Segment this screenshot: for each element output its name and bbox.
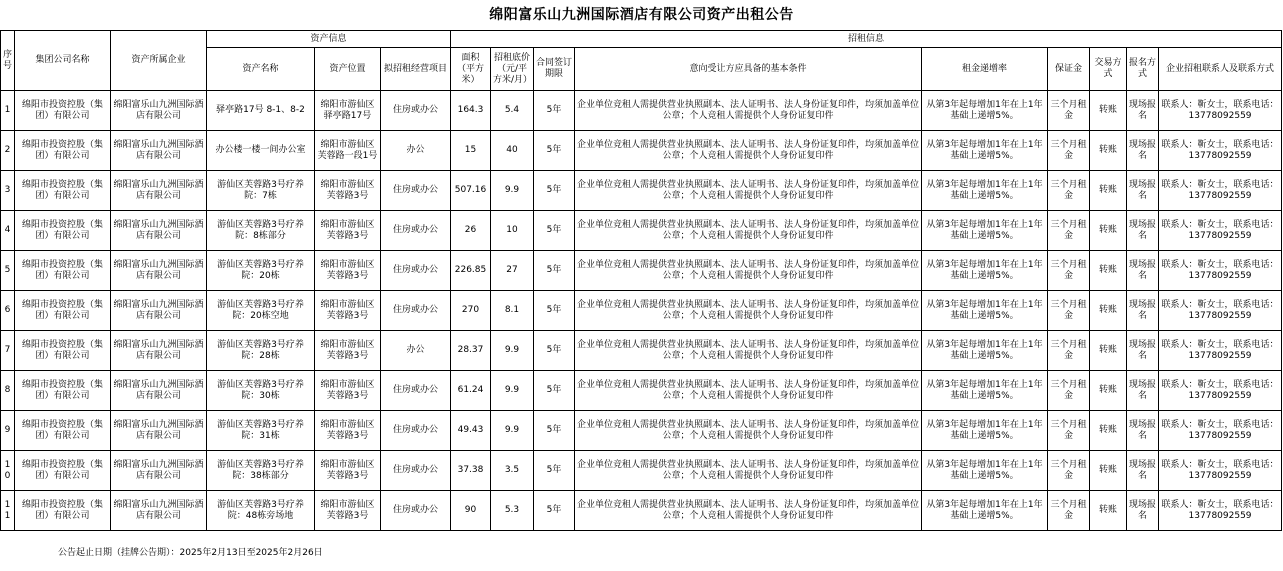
cell-asset-name: 游仙区芙蓉路3号疗养院：20栋 [207,251,315,291]
cell-seq: 4 [1,211,15,251]
cell-term: 5年 [534,291,575,331]
cell-contact: 联系人：靳女士，联系电话：13778092559 [1159,371,1282,411]
cell-group: 绵阳市投资控股（集团）有限公司 [15,411,111,451]
cell-asset-name: 游仙区芙蓉路3号疗养院：38栋部分 [207,451,315,491]
cell-area: 164.3 [451,91,491,131]
cell-signup: 现场报名 [1127,171,1159,211]
cell-group: 绵阳市投资控股（集团）有限公司 [15,211,111,251]
cell-deposit: 三个月租金 [1048,131,1090,171]
cell-term: 5年 [534,131,575,171]
cell-conditions: 企业单位竞租人需提供营业执照副本、法人证明书、法人身份证复印件，均须加盖单位公章；个人竞租人需提供个人身份证复印件 [575,411,922,451]
cell-signup: 现场报名 [1127,251,1159,291]
cell-signup: 现场报名 [1127,331,1159,371]
cell-group: 绵阳市投资控股（集团）有限公司 [15,331,111,371]
cell-group: 绵阳市投资控股（集团）有限公司 [15,251,111,291]
table-row [1,451,1282,491]
cell-contact: 联系人：靳女士，联系电话：13778092559 [1159,451,1282,491]
cell-seq: 8 [1,371,15,411]
cell-signup: 现场报名 [1127,411,1159,451]
cell-rent-increase: 从第3年起每增加1年在上1年基础上递增5%。 [922,291,1048,331]
cell-area: 28.37 [451,331,491,371]
cell-location: 绵阳市游仙区芙蓉路3号 [315,291,381,331]
cell-contact: 联系人：靳女士，联系电话：13778092559 [1159,211,1282,251]
cell-group: 绵阳市投资控股（集团）有限公司 [15,451,111,491]
table-row [1,291,1282,331]
cell-location: 绵阳市游仙区芙蓉路3号 [315,211,381,251]
cell-rent-increase: 从第3年起每增加1年在上1年基础上递增5%。 [922,451,1048,491]
header-rent-increase: 租金递增率 [922,48,1048,91]
cell-price: 10 [491,211,534,251]
cell-deposit: 三个月租金 [1048,91,1090,131]
cell-location: 绵阳市游仙区芙蓉路3号 [315,411,381,451]
cell-seq: 2 [1,131,15,171]
cell-deposit: 三个月租金 [1048,211,1090,251]
cell-owner: 绵阳富乐山九洲国际酒店有限公司 [111,211,207,251]
cell-seq: 9 [1,411,15,451]
table-row [1,91,1282,131]
cell-area: 270 [451,291,491,331]
cell-signup: 现场报名 [1127,131,1159,171]
cell-use: 住房或办公 [381,491,451,531]
header-asset-name: 资产名称 [207,48,315,91]
cell-contact: 联系人：靳女士，联系电话：13778092559 [1159,251,1282,291]
cell-conditions: 企业单位竞租人需提供营业执照副本、法人证明书、法人身份证复印件，均须加盖单位公章；个人竞租人需提供个人身份证复印件 [575,91,922,131]
header-group-row [1,31,1282,48]
cell-area: 90 [451,491,491,531]
header-term: 合同签订期限 [534,48,575,91]
cell-use: 住房或办公 [381,171,451,211]
table-row [1,331,1282,371]
header-asset-info: 资产信息 [207,31,451,48]
cell-seq: 10 [1,451,15,491]
cell-use: 住房或办公 [381,411,451,451]
cell-location: 绵阳市游仙区芙蓉路一段1号 [315,131,381,171]
header-group-company: 集团公司名称 [15,31,111,91]
cell-conditions: 企业单位竞租人需提供营业执照副本、法人证明书、法人身份证复印件，均须加盖单位公章；个人竞租人需提供个人身份证复印件 [575,291,922,331]
cell-term: 5年 [534,171,575,211]
header-conditions: 意向受让方应具备的基本条件 [575,48,922,91]
cell-group: 绵阳市投资控股（集团）有限公司 [15,491,111,531]
header-signup-method: 报名方式 [1127,48,1159,91]
table-row [1,371,1282,411]
header-seq: 序号 [1,31,15,91]
cell-seq: 11 [1,491,15,531]
cell-deposit: 三个月租金 [1048,411,1090,451]
cell-rent-increase: 从第3年起每增加1年在上1年基础上递增5%。 [922,371,1048,411]
cell-use: 办公 [381,331,451,371]
cell-seq: 1 [1,91,15,131]
cell-conditions: 企业单位竞租人需提供营业执照副本、法人证明书、法人身份证复印件，均须加盖单位公章；个人竞租人需提供个人身份证复印件 [575,211,922,251]
cell-deposit: 三个月租金 [1048,491,1090,531]
cell-owner: 绵阳富乐山九洲国际酒店有限公司 [111,251,207,291]
cell-term: 5年 [534,251,575,291]
cell-price: 27 [491,251,534,291]
table-row [1,171,1282,211]
cell-location: 绵阳市游仙区芙蓉路3号 [315,331,381,371]
header-base-price: 招租底价（元/平方米/月） [491,48,534,91]
cell-trade: 转账 [1090,451,1127,491]
cell-signup: 现场报名 [1127,91,1159,131]
cell-area: 61.24 [451,371,491,411]
cell-conditions: 企业单位竞租人需提供营业执照副本、法人证明书、法人身份证复印件，均须加盖单位公章；个人竞租人需提供个人身份证复印件 [575,251,922,291]
cell-signup: 现场报名 [1127,211,1159,251]
cell-area: 226.85 [451,251,491,291]
cell-contact: 联系人：靳女士，联系电话：13778092559 [1159,491,1282,531]
cell-rent-increase: 从第3年起每增加1年在上1年基础上递增5%。 [922,171,1048,211]
cell-rent-increase: 从第3年起每增加1年在上1年基础上递增5%。 [922,211,1048,251]
cell-owner: 绵阳富乐山九洲国际酒店有限公司 [111,331,207,371]
cell-trade: 转账 [1090,211,1127,251]
cell-conditions: 企业单位竞租人需提供营业执照副本、法人证明书、法人身份证复印件，均须加盖单位公章；个人竞租人需提供个人身份证复印件 [575,131,922,171]
cell-area: 49.43 [451,411,491,451]
header-asset-location: 资产位置 [315,48,381,91]
cell-area: 26 [451,211,491,251]
cell-use: 住房或办公 [381,371,451,411]
cell-trade: 转账 [1090,411,1127,451]
cell-term: 5年 [534,91,575,131]
cell-asset-name: 游仙区芙蓉路3号疗养院：48栋旁场地 [207,491,315,531]
cell-trade: 转账 [1090,171,1127,211]
cell-signup: 现场报名 [1127,451,1159,491]
cell-use: 办公 [381,131,451,171]
cell-owner: 绵阳富乐山九洲国际酒店有限公司 [111,451,207,491]
cell-asset-name: 驿亭路17号 8-1、8-2 [207,91,315,131]
cell-price: 3.5 [491,451,534,491]
cell-rent-increase: 从第3年起每增加1年在上1年基础上递增5%。 [922,91,1048,131]
cell-trade: 转账 [1090,291,1127,331]
header-owner-company: 资产所属企业 [111,31,207,91]
cell-trade: 转账 [1090,371,1127,411]
cell-price: 9.9 [491,171,534,211]
cell-contact: 联系人：靳女士，联系电话：13778092559 [1159,291,1282,331]
cell-asset-name: 游仙区芙蓉路3号疗养院：20栋空地 [207,291,315,331]
cell-area: 507.16 [451,171,491,211]
cell-group: 绵阳市投资控股（集团）有限公司 [15,171,111,211]
cell-signup: 现场报名 [1127,371,1159,411]
cell-signup: 现场报名 [1127,491,1159,531]
cell-owner: 绵阳富乐山九洲国际酒店有限公司 [111,411,207,451]
cell-location: 绵阳市游仙区芙蓉路3号 [315,491,381,531]
cell-rent-increase: 从第3年起每增加1年在上1年基础上递增5%。 [922,411,1048,451]
cell-group: 绵阳市投资控股（集团）有限公司 [15,91,111,131]
cell-term: 5年 [534,491,575,531]
cell-owner: 绵阳富乐山九洲国际酒店有限公司 [111,371,207,411]
cell-conditions: 企业单位竞租人需提供营业执照副本、法人证明书、法人身份证复印件，均须加盖单位公章；个人竞租人需提供个人身份证复印件 [575,451,922,491]
cell-trade: 转账 [1090,91,1127,131]
cell-owner: 绵阳富乐山九洲国际酒店有限公司 [111,131,207,171]
cell-price: 5.4 [491,91,534,131]
announcement-period: 公告起止日期（挂牌公告期）：2025年2月13日至2025年2月26日 [58,548,323,558]
cell-location: 绵阳市游仙区芙蓉路3号 [315,251,381,291]
cell-use: 住房或办公 [381,211,451,251]
cell-use: 住房或办公 [381,451,451,491]
cell-location: 绵阳市游仙区芙蓉路3号 [315,451,381,491]
cell-price: 9.9 [491,411,534,451]
cell-contact: 联系人：靳女士，联系电话：13778092559 [1159,171,1282,211]
cell-asset-name: 游仙区芙蓉路3号疗养院：28栋 [207,331,315,371]
header-intended-use: 拟招租经营项目 [381,48,451,91]
cell-area: 37.38 [451,451,491,491]
cell-seq: 5 [1,251,15,291]
cell-asset-name: 游仙区芙蓉路3号疗养院：8栋部分 [207,211,315,251]
cell-term: 5年 [534,451,575,491]
cell-term: 5年 [534,331,575,371]
cell-price: 8.1 [491,291,534,331]
cell-owner: 绵阳富乐山九洲国际酒店有限公司 [111,171,207,211]
table-row [1,411,1282,451]
cell-asset-name: 办公楼一楼一间办公室 [207,131,315,171]
cell-seq: 3 [1,171,15,211]
cell-trade: 转账 [1090,251,1127,291]
cell-conditions: 企业单位竞租人需提供营业执照副本、法人证明书、法人身份证复印件，均须加盖单位公章；个人竞租人需提供个人身份证复印件 [575,371,922,411]
cell-term: 5年 [534,371,575,411]
cell-conditions: 企业单位竞租人需提供营业执照副本、法人证明书、法人身份证复印件，均须加盖单位公章；个人竞租人需提供个人身份证复印件 [575,171,922,211]
cell-deposit: 三个月租金 [1048,451,1090,491]
table-row [1,211,1282,251]
cell-price: 9.9 [491,331,534,371]
cell-contact: 联系人：靳女士，联系电话：13778092559 [1159,331,1282,371]
table-row [1,131,1282,171]
cell-owner: 绵阳富乐山九洲国际酒店有限公司 [111,291,207,331]
cell-owner: 绵阳富乐山九洲国际酒店有限公司 [111,491,207,531]
cell-contact: 联系人：靳女士，联系电话：13778092559 [1159,131,1282,171]
cell-conditions: 企业单位竞租人需提供营业执照副本、法人证明书、法人身份证复印件，均须加盖单位公章；个人竞租人需提供个人身份证复印件 [575,331,922,371]
cell-rent-increase: 从第3年起每增加1年在上1年基础上递增5%。 [922,131,1048,171]
header-area: 面积（平方米） [451,48,491,91]
cell-asset-name: 游仙区芙蓉路3号疗养院：7栋 [207,171,315,211]
cell-deposit: 三个月租金 [1048,171,1090,211]
cell-rent-increase: 从第3年起每增加1年在上1年基础上递增5%。 [922,251,1048,291]
header-lease-info: 招租信息 [451,31,1282,48]
cell-asset-name: 游仙区芙蓉路3号疗养院：30栋 [207,371,315,411]
cell-location: 绵阳市游仙区芙蓉路3号 [315,171,381,211]
cell-contact: 联系人：靳女士，联系电话：13778092559 [1159,91,1282,131]
cell-area: 15 [451,131,491,171]
cell-deposit: 三个月租金 [1048,251,1090,291]
table-row [1,251,1282,291]
cell-deposit: 三个月租金 [1048,331,1090,371]
cell-signup: 现场报名 [1127,291,1159,331]
cell-group: 绵阳市投资控股（集团）有限公司 [15,371,111,411]
cell-group: 绵阳市投资控股（集团）有限公司 [15,131,111,171]
cell-trade: 转账 [1090,331,1127,371]
cell-use: 住房或办公 [381,251,451,291]
cell-location: 绵阳市游仙区芙蓉路3号 [315,371,381,411]
cell-price: 5.3 [491,491,534,531]
cell-seq: 7 [1,331,15,371]
cell-seq: 6 [1,291,15,331]
cell-term: 5年 [534,411,575,451]
cell-rent-increase: 从第3年起每增加1年在上1年基础上递增5%。 [922,331,1048,371]
cell-trade: 转账 [1090,131,1127,171]
page-title: 绵阳富乐山九洲国际酒店有限公司资产出租公告 [489,7,794,23]
cell-rent-increase: 从第3年起每增加1年在上1年基础上递增5%。 [922,491,1048,531]
asset-lease-table [0,30,1282,531]
cell-owner: 绵阳富乐山九洲国际酒店有限公司 [111,91,207,131]
cell-use: 住房或办公 [381,291,451,331]
cell-price: 9.9 [491,371,534,411]
cell-group: 绵阳市投资控股（集团）有限公司 [15,291,111,331]
cell-use: 住房或办公 [381,91,451,131]
cell-location: 绵阳市游仙区驿亭路17号 [315,91,381,131]
cell-trade: 转账 [1090,491,1127,531]
cell-term: 5年 [534,211,575,251]
table-row [1,491,1282,531]
header-trade-method: 交易方式 [1090,48,1127,91]
cell-deposit: 三个月租金 [1048,371,1090,411]
header-deposit: 保证金 [1048,48,1090,91]
cell-price: 40 [491,131,534,171]
cell-conditions: 企业单位竞租人需提供营业执照副本、法人证明书、法人身份证复印件，均须加盖单位公章；个人竞租人需提供个人身份证复印件 [575,491,922,531]
cell-asset-name: 游仙区芙蓉路3号疗养院：31栋 [207,411,315,451]
header-contact: 企业招租联系人及联系方式 [1159,48,1282,91]
cell-deposit: 三个月租金 [1048,291,1090,331]
cell-contact: 联系人：靳女士，联系电话：13778092559 [1159,411,1282,451]
